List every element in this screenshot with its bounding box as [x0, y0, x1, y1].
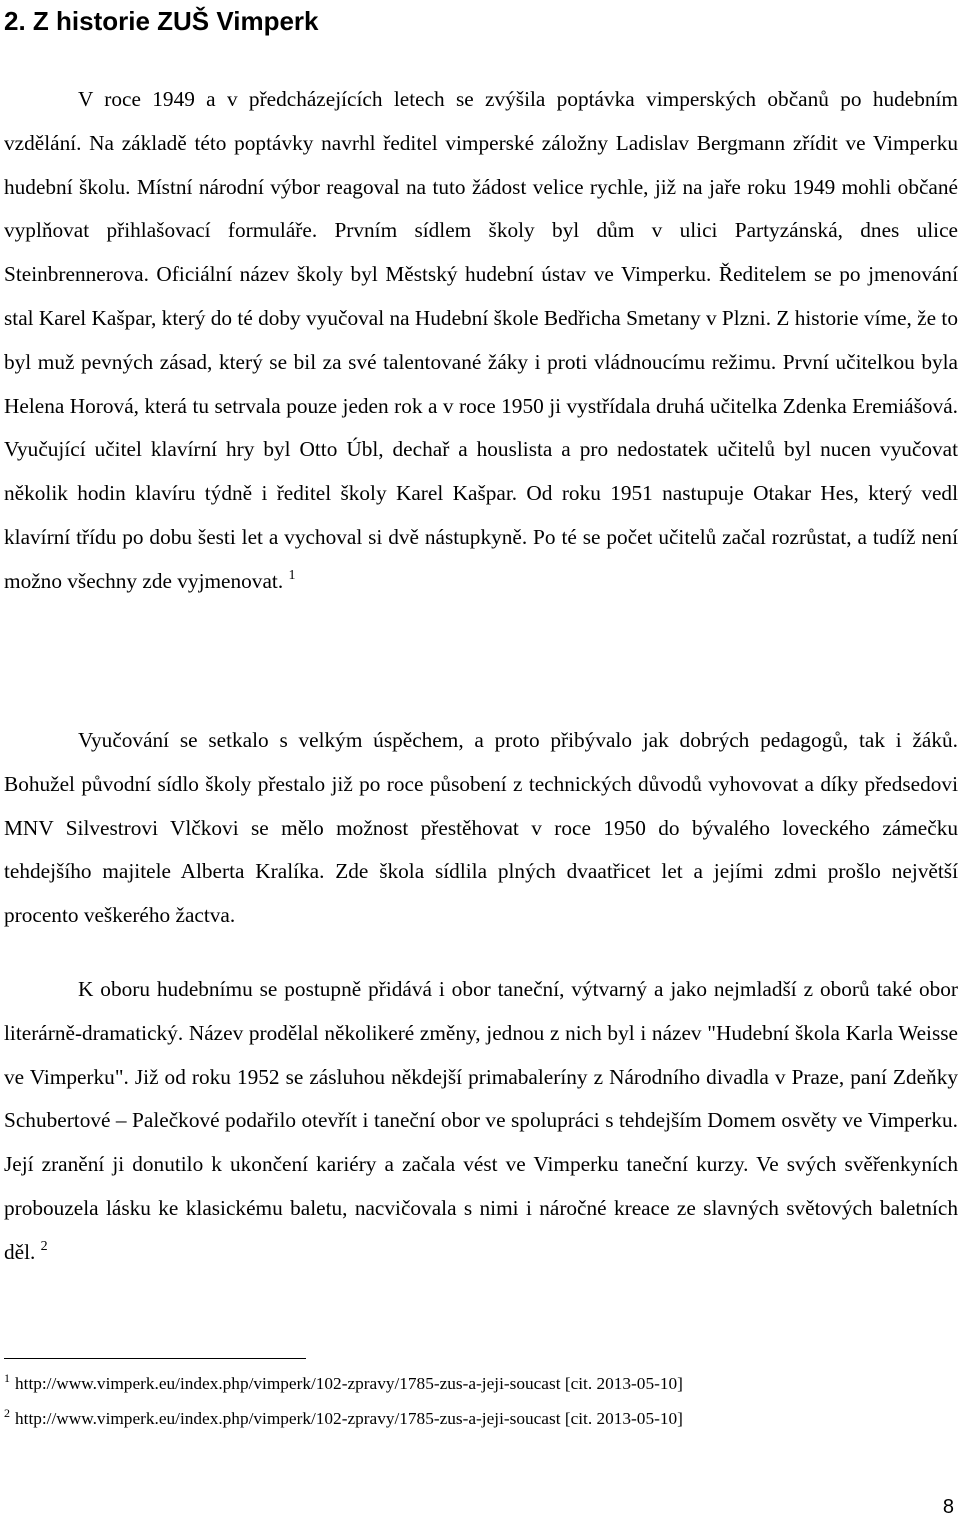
footnote-text: http://www.vimperk.eu/index.php/vimperk/102-zpravy/1785-zus-a-jeji-soucast [cit. 2013-05-10] [15, 1374, 683, 1393]
section-heading: 2. Z historie ZUŠ Vimperk [4, 6, 319, 36]
footnote [4, 1373, 683, 1395]
paragraph-history-founding [4, 78, 958, 604]
paragraph-text: Vyučování se setkalo s velkým úspěchem, a proto přibývalo jak dobrých pedagogů, tak i žáků. Bohužel původní sídlo školy přestalo již po roce působení z technických důvodů vyhovovat a díky předsedovi MNV Silvestrovi Vlčkovi se mělo možnost přestěhovat v roce 1950 do bývalého loveckého zámečku tehdejšího majitele Alberta Kralíka. Zde škola sídlila plných dvaatřicet let a jejími zdmi prošlo největší procento veškerého žactva. [4, 728, 958, 928]
page-number: 8 [942, 1496, 954, 1518]
footnote [4, 1408, 683, 1430]
paragraph-text: V roce 1949 a v předcházejících letech se zvýšila poptávka vimperských občanů po hudebním vzdělání. Na základě této poptávky navrhl ředitel vimperské záložny Ladislav Bergmann zřídit ve Vimperku hudební školu. Místní národní výbor reagoval na tuto žádost velice rychle, již na jaře roku 1949 mohli občané vyplňovat přihlašovací formuláře. Prvním sídlem školy byl dům v ulici Partyzánská, dnes ulice Steinbrennerova. Oficiální název školy byl Městský hudební ústav ve Vimperku. Ředitelem se po jmenování stal Karel Kašpar, který do té doby vyučoval na Hudební škole Bedřicha Smetany v Plzni. Z historie víme, že to byl muž pevných zásad, který se bil za své talentované žáky i proti vládnoucímu režimu. První učitelkou byla Helena Horová, která tu setrvala pouze jeden rok a v roce 1950 ji vystřídala druhá učitelka Zdenka Eremiášová. Vyučující učitel klavírní hry byl Otto Úbl, dechař a houslista a pro nedostatek učitelů byl nucen vyučovat několik hodin klavíru týdně i ředitel školy Karel Kašpar. Od roku 1951 nastupuje Otakar Hes, který vedl klavírní třídu po dobu šesti let a vychoval si dvě nástupkyně. Po té se počet učitelů začal rozrůstat, a tudíž není možno všechny zde vyjmenovat. [4, 87, 958, 593]
footnote-number: 1 [4, 1371, 10, 1385]
paragraph-school-relocation [4, 719, 958, 938]
footnote-reference: 1 [288, 567, 296, 583]
footnote-reference: 2 [40, 1238, 48, 1254]
footnote-separator [4, 1358, 306, 1359]
footnote-number: 2 [4, 1406, 10, 1420]
footnote-text: http://www.vimperk.eu/index.php/vimperk/102-zpravy/1785-zus-a-jeji-soucast [cit. 2013-05-10] [15, 1409, 683, 1428]
paragraph-text: K oboru hudebnímu se postupně přidává i obor taneční, výtvarný a jako nejmladší z oborů také obor literárně-dramatický. Název prodělal několikeré změny, jednou z nich byl i název "Hudební škola Karla Weisse ve Vimperku". Již od roku 1952 se zásluhou někdejší primabaleríny z Národního divadla v Praze, paní Zdeňky Schubertové – Palečkové podařilo otevřít i taneční obor ve spolupráci s tehdejším Domem osvěty ve Vimperku. Její zranění ji donutilo k ukončení kariéry a začala vést ve Vimperku taneční kurzy. Ve svých svěřenkyních probouzela lásku ke klasickému baletu, nacvičovala s nimi i náročné kreace ze slavných světových baletních děl. [4, 977, 958, 1264]
paragraph-dance-department [4, 968, 958, 1275]
